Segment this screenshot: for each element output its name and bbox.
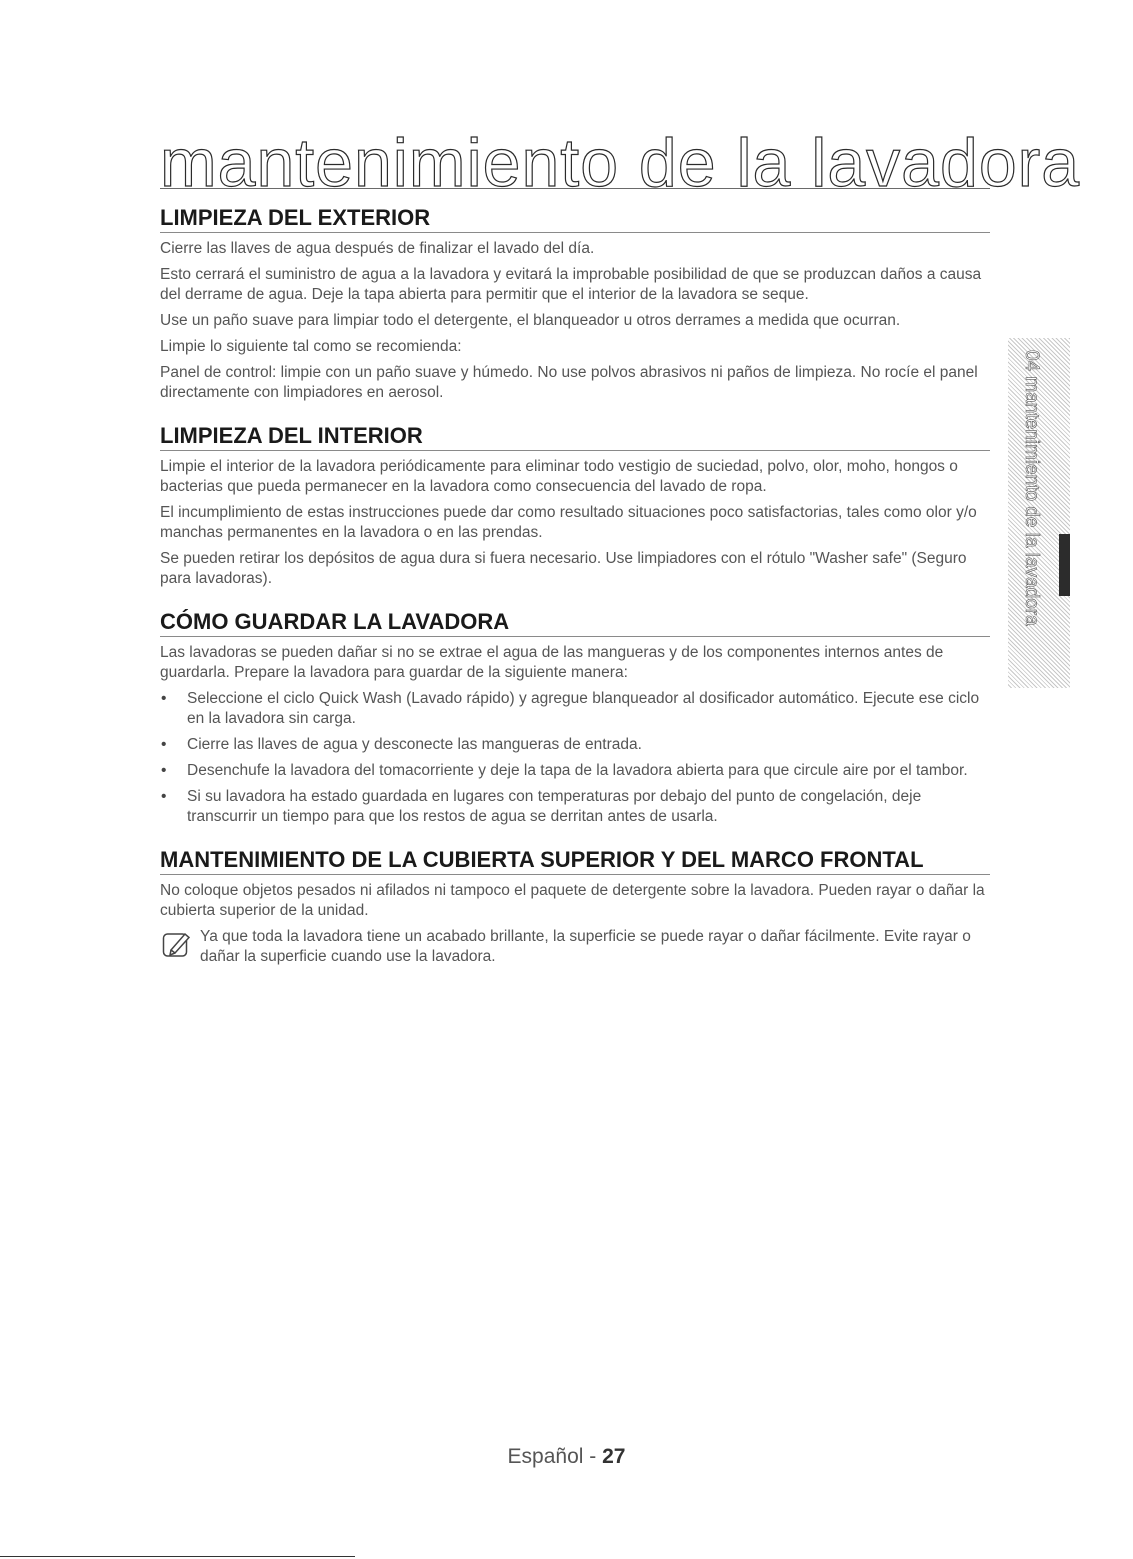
list-item: • Seleccione el ciclo Quick Wash (Lavado rápido) y agregue blanqueador al dosificador automático. Ejecute ese ciclo en la lavadora sin carga. — [160, 689, 990, 729]
bullet-list — [160, 689, 990, 827]
bottom-rule — [0, 1556, 355, 1557]
page-footer — [0, 1445, 1133, 1469]
note-text: Ya que toda la lavadora tiene un acabado brillante, la superficie se puede rayar o dañar fácilmente. Evite rayar o dañar la superficie cuando use la lavadora. — [200, 928, 971, 965]
chapter-side-tab — [1008, 338, 1070, 688]
list-item: • Si su lavadora ha estado guardada en lugares con temperaturas por debajo del punto de congelación, deje transcurrir un tiempo para que los restos de agua se derritan antes de usarla. — [160, 787, 990, 827]
paragraph: Cierre las llaves de agua después de finalizar el lavado del día. — [160, 240, 595, 257]
footer-language: Español - — [507, 1445, 603, 1468]
paragraph: Limpie lo siguiente tal como se recomienda: — [160, 338, 462, 355]
page-number: 27 — [602, 1445, 626, 1468]
section-interior-cleaning — [160, 423, 990, 589]
paragraph: No coloque objetos pesados ni afilados ni tampoco el paquete de detergente sobre la lavadora. Pueden rayar o dañar la cubierta superior de la unidad. — [160, 882, 985, 919]
list-item: • Cierre las llaves de agua y desconecte las mangueras de entrada. — [160, 735, 990, 755]
note-block — [160, 927, 990, 967]
main-content — [160, 205, 990, 987]
paragraph: El incumplimiento de estas instrucciones puede dar como resultado situaciones poco satisfactorias, tales como olor y/o manchas permanentes en la lavadora o en las prendas. — [160, 504, 977, 541]
paragraph: Limpie el interior de la lavadora periódicamente para eliminar todo vestigio de suciedad, polvo, olor, moho, hongos o bacterias que pueda permanecer en la lavadora como consecuencia del lavado de ropa. — [160, 458, 958, 495]
section-heading: CÓMO GUARDAR LA LAVADORA — [160, 609, 990, 637]
section-exterior-cleaning — [160, 205, 990, 403]
paragraph: Se pueden retirar los depósitos de agua dura si fuera necesario. Use limpiadores con el rótulo "Washer safe" (Seguro para lavadoras). — [160, 550, 967, 587]
list-item: • Desenchufe la lavadora del tomacorriente y deje la tapa de la lavadora abierta para que circule aire por el tambor. — [160, 761, 990, 781]
paragraph: Use un paño suave para limpiar todo el detergente, el blanqueador u otros derrames a medida que ocurran. — [160, 312, 901, 329]
page-title: mantenimiento de la lavadora — [160, 125, 1081, 201]
paragraph: Panel de control: limpie con un paño suave y húmedo. No use polvos abrasivos ni paños de limpieza. No rocíe el panel directamente con limpiadores en aerosol. — [160, 364, 978, 401]
section-heading: MANTENIMIENTO DE LA CUBIERTA SUPERIOR Y DEL MARCO FRONTAL — [160, 847, 990, 875]
title-rule — [160, 188, 990, 189]
chapter-side-tab-label: 04 mantenimiento de la lavadora — [1021, 350, 1042, 626]
note-pencil-icon — [162, 930, 192, 958]
paragraph: Las lavadoras se pueden dañar si no se extrae el agua de las mangueras y de los componentes internos antes de guardarla. Prepare la lavadora para guardar de la siguiente manera: — [160, 644, 944, 681]
section-storing-washer — [160, 609, 990, 827]
section-top-cover-maintenance — [160, 847, 990, 967]
section-heading: LIMPIEZA DEL EXTERIOR — [160, 205, 990, 233]
chapter-marker — [1059, 534, 1070, 596]
section-heading: LIMPIEZA DEL INTERIOR — [160, 423, 990, 451]
paragraph: Esto cerrará el suministro de agua a la lavadora y evitará la improbable posibilidad de que se produzcan daños a causa del derrame de agua. Deje la tapa abierta para permitir que el interior de la lavadora se seque. — [160, 266, 982, 303]
